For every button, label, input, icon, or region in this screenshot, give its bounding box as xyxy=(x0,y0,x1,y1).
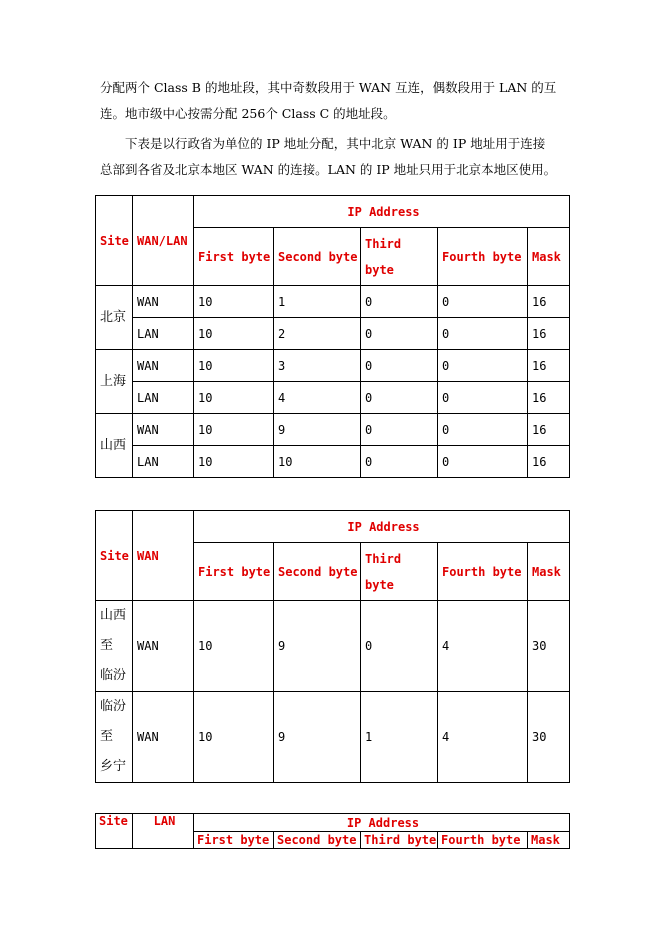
second-byte-cell: 9 xyxy=(274,692,361,783)
fourth-byte-header: Fourth byte xyxy=(438,832,528,849)
intro-paragraph xyxy=(100,75,570,127)
type-cell: LAN xyxy=(133,318,194,350)
table-row xyxy=(96,382,570,414)
mask-cell: 30 xyxy=(528,692,570,783)
first-byte-cell: 10 xyxy=(194,286,274,318)
mask-cell: 16 xyxy=(528,382,570,414)
ip-address-header: IP Address xyxy=(194,814,570,832)
first-byte-header: First byte xyxy=(194,832,274,849)
third-byte-cell: 0 xyxy=(361,350,438,382)
mask-cell: 16 xyxy=(528,446,570,478)
site-header: Site xyxy=(96,196,133,286)
table-row xyxy=(96,601,570,692)
fourth-byte-cell: 0 xyxy=(438,286,528,318)
first-byte-cell: 10 xyxy=(194,692,274,783)
site-dest: 乡宁 xyxy=(100,759,127,774)
fourth-byte-cell: 0 xyxy=(438,446,528,478)
first-byte-header: First byte xyxy=(194,228,274,286)
site-cell: 山西 xyxy=(96,414,133,478)
site-cell: 北京 xyxy=(96,286,133,350)
type-cell: WAN xyxy=(133,692,194,783)
table-row xyxy=(96,286,570,318)
type-cell: WAN xyxy=(133,414,194,446)
site-cell: 上海 xyxy=(96,350,133,414)
fourth-byte-cell: 0 xyxy=(438,318,528,350)
second-byte-cell: 9 xyxy=(274,414,361,446)
lan-ip-table xyxy=(95,813,570,849)
type-cell: LAN xyxy=(133,382,194,414)
mask-header: Mask xyxy=(528,832,570,849)
second-byte-header: Second byte xyxy=(274,543,361,601)
table-row xyxy=(96,414,570,446)
third-byte-cell: 0 xyxy=(361,414,438,446)
site-from: 临汾 xyxy=(100,699,127,714)
first-byte-cell: 10 xyxy=(194,382,274,414)
second-byte-cell: 9 xyxy=(274,601,361,692)
type-cell: WAN xyxy=(133,601,194,692)
mask-cell: 16 xyxy=(528,414,570,446)
mask-header: Mask xyxy=(528,228,570,286)
third-byte-cell: 0 xyxy=(361,601,438,692)
ip-address-header: IP Address xyxy=(194,196,570,228)
third-byte-cell: 1 xyxy=(361,692,438,783)
mask-cell: 30 xyxy=(528,601,570,692)
first-byte-cell: 10 xyxy=(194,414,274,446)
second-byte-cell: 1 xyxy=(274,286,361,318)
first-byte-cell: 10 xyxy=(194,446,274,478)
ip-address-header: IP Address xyxy=(194,511,570,543)
third-byte-header: Third byte xyxy=(361,228,438,286)
first-byte-header: First byte xyxy=(194,543,274,601)
wan-link-ip-table xyxy=(95,510,570,783)
fourth-byte-cell: 4 xyxy=(438,601,528,692)
wan-lan-header: WAN/LAN xyxy=(133,196,194,286)
site-to-word: 至 xyxy=(100,729,114,744)
intro-line-1: 分配两个 Class B 的地址段，其中奇数段用于 WAN 互连，偶数段用于 LAN 的互 xyxy=(100,80,557,95)
second-byte-cell: 10 xyxy=(274,446,361,478)
table-intro-line-1: 下表是以行政省为单位的 IP 地址分配，其中北京 WAN 的 IP 地址用于连接 xyxy=(125,136,546,151)
first-byte-cell: 10 xyxy=(194,350,274,382)
table-intro-paragraph xyxy=(100,131,570,183)
third-byte-cell: 0 xyxy=(361,446,438,478)
table-row xyxy=(96,318,570,350)
site-from: 山西 xyxy=(100,608,127,623)
fourth-byte-cell: 0 xyxy=(438,414,528,446)
mask-cell: 16 xyxy=(528,318,570,350)
third-byte-cell: 0 xyxy=(361,286,438,318)
fourth-byte-header: Fourth byte xyxy=(438,228,528,286)
fourth-byte-header: Fourth byte xyxy=(438,543,528,601)
province-ip-table xyxy=(95,195,570,478)
site-dest: 临汾 xyxy=(100,668,127,683)
fourth-byte-cell: 0 xyxy=(438,350,528,382)
fourth-byte-cell: 0 xyxy=(438,382,528,414)
third-byte-header: Third byte xyxy=(361,832,438,849)
type-cell: WAN xyxy=(133,286,194,318)
intro-line-2: 连。地市级中心按需分配 256个 Class C 的地址段。 xyxy=(100,106,396,121)
mask-header: Mask xyxy=(528,543,570,601)
type-cell: WAN xyxy=(133,350,194,382)
third-byte-cell: 0 xyxy=(361,318,438,350)
table-row xyxy=(96,692,570,783)
wan-header: WAN xyxy=(133,511,194,601)
type-cell: LAN xyxy=(133,446,194,478)
table-row xyxy=(96,350,570,382)
table-row xyxy=(96,446,570,478)
mask-cell: 16 xyxy=(528,350,570,382)
table-intro-line-2: 总部到各省及北京本地区 WAN 的连接。LAN 的 IP 地址只用于北京本地区使用。 xyxy=(100,162,557,177)
first-byte-cell: 10 xyxy=(194,318,274,350)
site-cell xyxy=(96,601,133,692)
site-cell xyxy=(96,692,133,783)
fourth-byte-cell: 4 xyxy=(438,692,528,783)
site-header: Site xyxy=(96,814,133,849)
lan-header: LAN xyxy=(133,814,194,849)
second-byte-cell: 4 xyxy=(274,382,361,414)
third-byte-header: Third byte xyxy=(361,543,438,601)
second-byte-cell: 3 xyxy=(274,350,361,382)
second-byte-header: Second byte xyxy=(274,832,361,849)
site-header: Site xyxy=(96,511,133,601)
mask-cell: 16 xyxy=(528,286,570,318)
third-byte-cell: 0 xyxy=(361,382,438,414)
site-to-word: 至 xyxy=(100,638,114,653)
first-byte-cell: 10 xyxy=(194,601,274,692)
second-byte-header: Second byte xyxy=(274,228,361,286)
second-byte-cell: 2 xyxy=(274,318,361,350)
